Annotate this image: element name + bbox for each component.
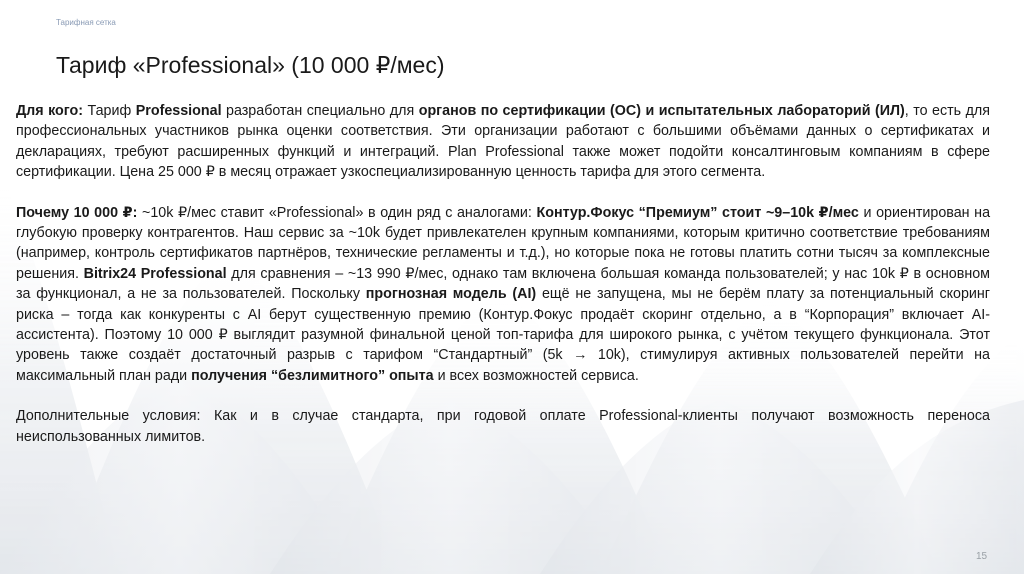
text-run: ~10k ₽/мес ставит «Professional» в один ряд с аналогами: [137,204,537,221]
text-run: ещё не запущена, мы не берём плату за потенциальный скоринг риска – тогда как конкуренты с AI берут существенную премию (Контур.Фокус продаёт скоринг отдельно, а в “Корпорация” включает AI-ассистента). Поэтому 10 000 ₽ выглядит разумной финальной ценой топ-тарифа для широкого рынка, с учётом текущего функционала. Этот уровень также создаёт достаточный разрыв с тарифом “Стандартный” (5k → 10k), стимулируя активных пользователей перейти на максимальный план ради [16,286,991,384]
bold-text-run: Почему 10 000 ₽: [16,204,138,221]
header-label: Тарифная сетка [56,18,116,27]
text-run: и ориентирован на глубокую проверку контрагентов. Наш сервис за ~10k будет привлекателен крупным компаниями, которым критично соответствие требованиям (например, контроль сертификатов партнёров, технические регламенты и т.д.), но которые пока не готовы платить сотни тысяч за комплексные решения. [16,204,991,282]
text-run: Дополнительные условия: Как и в случае стандарта, при годовой оплате Professional-клиенты получают возможность переноса неиспользованных лимитов. [16,408,990,445]
paragraph-audience [16,101,990,183]
bold-text-run: органов по сертификации (ОС) и испытательных лабораторий (ИЛ) [418,103,905,119]
text-run: , то есть для профессиональных участников рынка оценки соответствия. Эти организации работают с большими объёмами данных о сертификатах и декларациях, требуют расширенных функций и интеграций. Plan Professional также может подойти консалтинговым компаниям в сфере сертификации. Цена 25 000 ₽ в месяц отражает узкоспециализированную ценность тарифа для этого сегмента. [16,103,991,181]
text-run: Тариф [83,103,136,119]
body-text [16,101,990,467]
bold-text-run: Для кого: [16,103,84,119]
text-run: и всех возможностей сервиса. [433,367,639,384]
bold-text-run: Professional [135,103,222,119]
bold-text-run: Bitrix24 Professional [83,265,227,282]
bold-text-run: получения “безлимитного” опыта [191,367,434,384]
bold-text-run: прогнозная модель (AI) [365,286,537,303]
text-run: разработан специально для [221,103,419,119]
page-title: Тариф «Professional» (10 000 ₽/мес) [56,52,445,78]
paragraph-additional-terms [16,406,990,447]
text-run: для сравнения – ~13 990 ₽/мес, однако там включена большая команда пользователей; у нас 10k ₽ в основном за функционал, а не за пользователей. Поскольку [16,265,990,303]
paragraph-pricing-rationale [16,203,990,387]
page-number: 15 [976,551,988,562]
bold-text-run: Контур.Фокус “Премиум” стоит ~9–10k ₽/мес [536,204,859,221]
